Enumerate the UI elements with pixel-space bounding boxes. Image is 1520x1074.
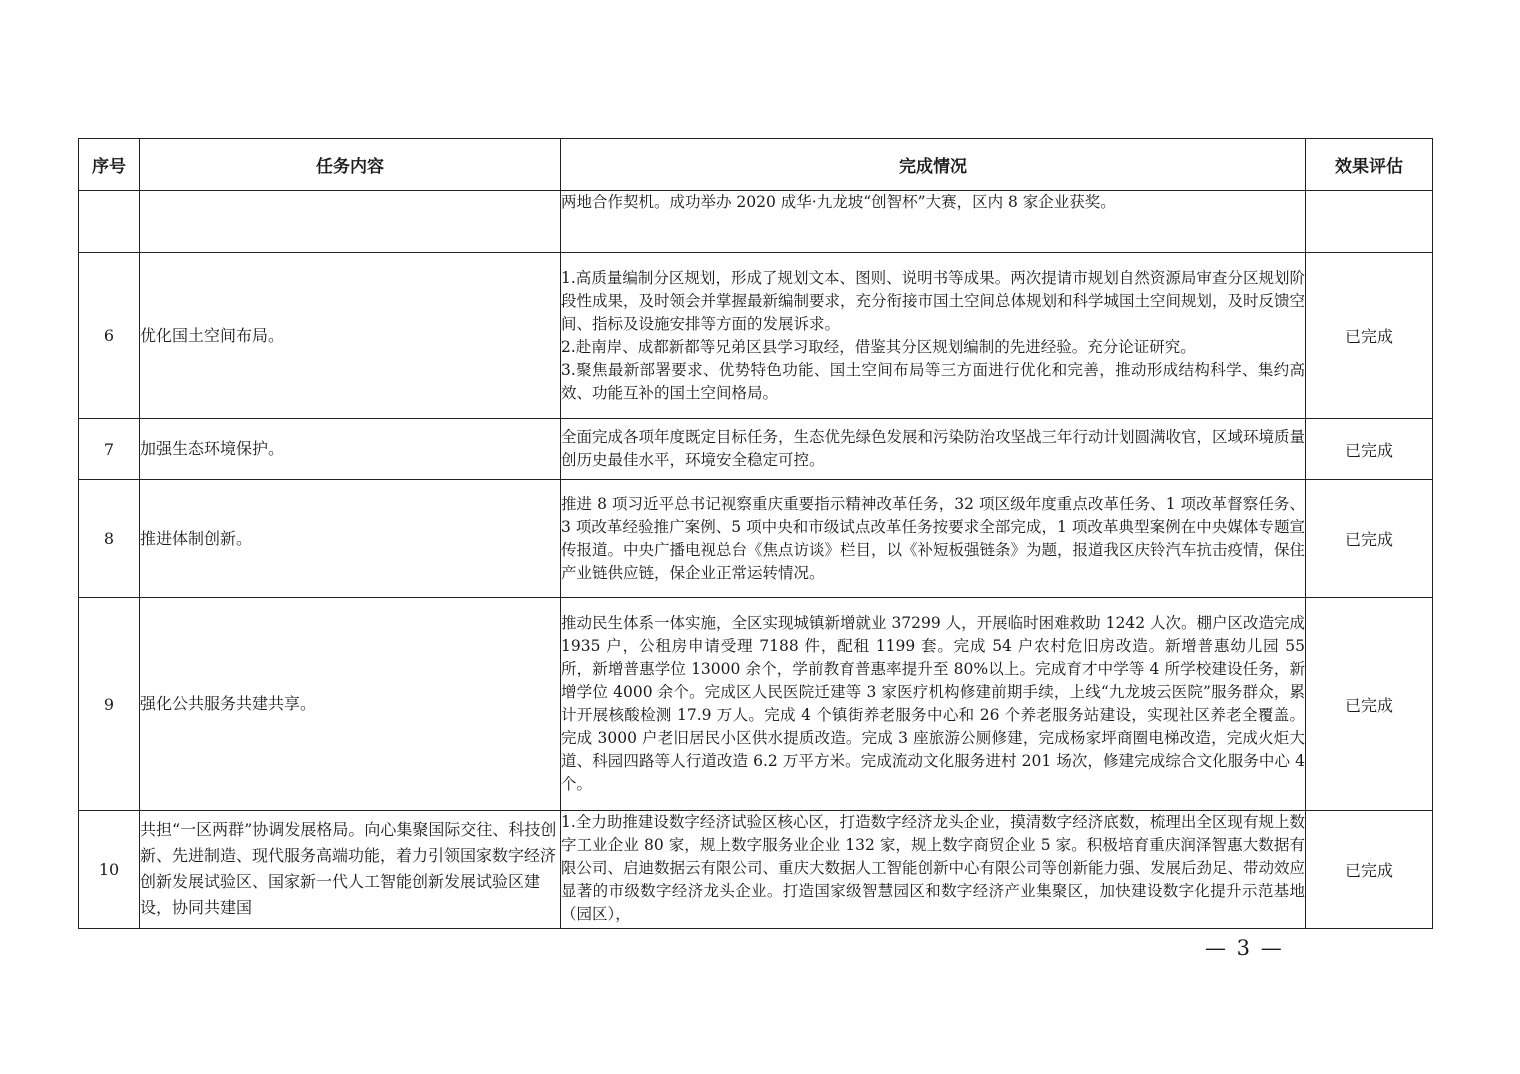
row-index: 6	[79, 253, 140, 419]
table-header-row	[79, 139, 1433, 191]
row-evaluation: 已完成	[1306, 419, 1433, 480]
header-effect-evaluation: 效果评估	[1306, 139, 1433, 191]
task-table	[78, 138, 1433, 929]
row-completion: 推动民生体系一体实施，全区实现城镇新增就业 37299 人，开展临时困难救助 1242 人次。棚户区改造完成 1935 户，公租房申请受理 7188 件，配租 1199 套。完成 54 户农村危旧房改造。新增普惠幼儿园 55 所，新增普惠学位 13000 余个，学前教育普惠率提升至 80%以上。完成育才中学等 4 所学校建设任务，新增学位 4000 余个。完成区人民医院迁建等 3 家医疗机构修建前期手续，上线“九龙坡云医院”服务群众，累计开展核酸检测 17.9 万人。完成 4 个镇街养老服务中心和 26 个养老服务站建设，实现社区养老全覆盖。完成 3000 户老旧居民小区供水提质改造。完成 3 座旅游公厕修建，完成杨家坪商圈电梯改造，完成火炬大道、科园四路等人行道改造 6.2 万平方米。完成流动文化服务进村 201 场次，修建完成综合文化服务中心 4 个。	[561, 598, 1306, 811]
row-index: 10	[79, 811, 140, 929]
row-index: 8	[79, 480, 140, 598]
row-completion: 推进 8 项习近平总书记视察重庆重要指示精神改革任务，32 项区级年度重点改革任务、1 项改革督察任务、3 项改革经验推广案例、5 项中央和市级试点改革任务按要求全部完成，1 项改革典型案例在中央媒体专题宣传报道。中央广播电视总台《焦点访谈》栏目，以《补短板强链条》为题，报道我区庆铃汽车抗击疫情，保住产业链供应链，保企业正常运转情况。	[561, 480, 1306, 598]
row-index: 9	[79, 598, 140, 811]
row-task: 强化公共服务共建共享。	[140, 598, 561, 811]
row-task: 推进体制创新。	[140, 480, 561, 598]
header-index: 序号	[79, 139, 140, 191]
row-completion: 全面完成各项年度既定目标任务，生态优先绿色发展和污染防治攻坚战三年行动计划圆满收官，区域环境质量创历史最佳水平，环境安全稳定可控。	[561, 419, 1306, 480]
row-evaluation: 已完成	[1306, 253, 1433, 419]
table-row	[79, 191, 1433, 253]
table-row	[79, 598, 1433, 811]
header-completion-status: 完成情况	[561, 139, 1306, 191]
table-row	[79, 811, 1433, 929]
row-task: 共担“一区两群”协调发展格局。向心集聚国际交往、科技创新、先进制造、现代服务高端功能，着力引领国家数字经济创新发展试验区、国家新一代人工智能创新发展试验区建设，协同共建国	[140, 811, 561, 929]
header-task-content: 任务内容	[140, 139, 561, 191]
table-row	[79, 419, 1433, 480]
row-completion: 1.全力助推建设数字经济试验区核心区，打造数字经济龙头企业，摸清数字经济底数，梳理出全区现有规上数字工业企业 80 家，规上数字服务业企业 132 家，规上数字商贸企业 5 家。积极培育重庆润泽智惠大数据有限公司、启迪数据云有限公司、重庆大数据人工智能创新中心有限公司等创新能力强、发展后劲足、带动效应显著的市级数字经济龙头企业。打造国家级智慧园区和数字经济产业集聚区，加快建设数字化提升示范基地（园区），	[561, 811, 1306, 929]
table-row	[79, 480, 1433, 598]
row-evaluation: 已完成	[1306, 480, 1433, 598]
row-task: 优化国土空间布局。	[140, 253, 561, 419]
table-row	[79, 253, 1433, 419]
row-evaluation	[1306, 191, 1433, 253]
row-evaluation: 已完成	[1306, 811, 1433, 929]
row-task: 加强生态环境保护。	[140, 419, 561, 480]
row-index: 7	[79, 419, 140, 480]
page-number: — 3 —	[1205, 936, 1284, 960]
row-index	[79, 191, 140, 253]
row-completion: 1.高质量编制分区规划，形成了规划文本、图则、说明书等成果。两次提请市规划自然资源局审查分区规划阶段性成果，及时领会并掌握最新编制要求，充分衔接市国土空间总体规划和科学城国土空间规划，及时反馈空间、指标及设施安排等方面的发展诉求。 2.赴南岸、成都新都等兄弟区县学习取经，借鉴其分区规划编制的先进经验。充分论证研究。 3.聚焦最新部署要求、优势特色功能、国土空间布局等三方面进行优化和完善，推动形成结构科学、集约高效、功能互补的国土空间格局。	[561, 253, 1306, 419]
row-task	[140, 191, 561, 253]
row-completion: 两地合作契机。成功举办 2020 成华·九龙坡“创智杯”大赛，区内 8 家企业获奖。	[561, 191, 1306, 253]
row-evaluation: 已完成	[1306, 598, 1433, 811]
